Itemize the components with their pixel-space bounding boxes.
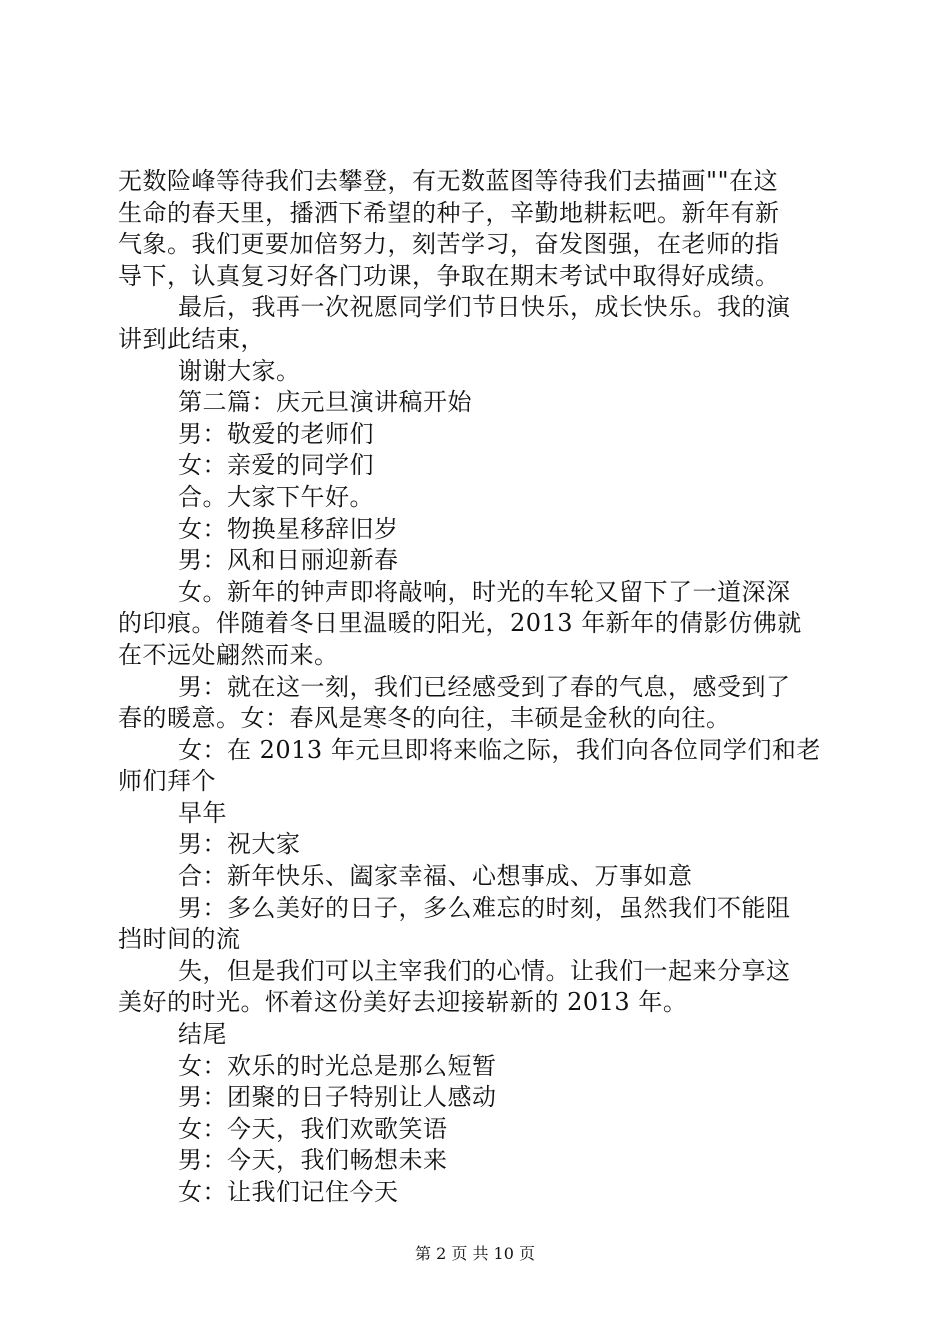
text-line: 女：物换星移辞旧岁	[178, 514, 399, 543]
text-line: 讲到此结束，	[118, 324, 265, 353]
text-line: 男：祝大家	[178, 830, 301, 859]
text-line: 男：团聚的日子特别让人感动	[178, 1083, 497, 1112]
text-line: 失，但是我们可以主宰我们的心情。让我们一起来分享这	[178, 956, 791, 985]
text-line: 男：今天，我们畅想未来	[178, 1146, 448, 1175]
text-line: 女：在 2013 年元旦即将来临之际，我们向各位同学们和老	[178, 735, 821, 764]
text-line: 女：欢乐的时光总是那么短暂	[178, 1051, 497, 1080]
text-line: 在不远处翩然而来。	[118, 640, 339, 669]
text-line: 无数险峰等待我们去攀登，有无数蓝图等待我们去描画""在这	[118, 167, 779, 195]
text-line: 女：亲爱的同学们	[178, 451, 374, 480]
text-line: 师们拜个	[118, 767, 216, 796]
text-line: 谢谢大家。	[178, 356, 301, 385]
text-line: 合：新年快乐、阖家幸福、心想事成、万事如意	[178, 862, 693, 891]
text-line: 男：就在这一刻，我们已经感受到了春的气息，感受到了	[178, 672, 791, 701]
text-line: 早年	[178, 798, 227, 827]
text-line: 导下，认真复习好各门功课，争取在期末考试中取得好成绩。	[118, 261, 780, 290]
text-line: 女：今天，我们欢歌笑语	[178, 1114, 448, 1143]
document-body	[118, 166, 838, 1209]
text-line: 生命的春天里，播洒下希望的种子，辛勤地耕耘吧。新年有新	[118, 198, 780, 227]
text-line: 男：风和日丽迎新春	[178, 546, 399, 575]
text-line: 的印痕。伴随着冬日里温暖的阳光，2013 年新年的倩影仿佛就	[118, 609, 802, 638]
text-line: 结尾	[178, 1020, 227, 1049]
text-line: 女：让我们记住今天	[178, 1178, 399, 1206]
page-footer: 第 2 页 共 10 页	[415, 1244, 535, 1263]
text-line: 美好的时光。怀着这份美好去迎接崭新的 2013 年。	[118, 988, 688, 1017]
text-line: 女。新年的钟声即将敲响，时光的车轮又留下了一道深深	[178, 577, 791, 606]
text-line: 男：敬爱的老师们	[178, 419, 374, 448]
text-line: 合。大家下午好。	[178, 482, 374, 511]
text-line: 气象。我们更要加倍努力，刻苦学习，奋发图强，在老师的指	[118, 230, 780, 259]
text-line: 最后，我再一次祝愿同学们节日快乐，成长快乐。我的演	[178, 293, 791, 322]
text-line: 男：多么美好的日子，多么难忘的时刻，虽然我们不能阻	[178, 893, 791, 922]
text-line: 挡时间的流	[118, 925, 241, 954]
text-line: 春的暖意。女：春风是寒冬的向往，丰硕是金秋的向往。	[118, 704, 731, 733]
text-line: 第二篇：庆元旦演讲稿开始	[178, 388, 472, 417]
